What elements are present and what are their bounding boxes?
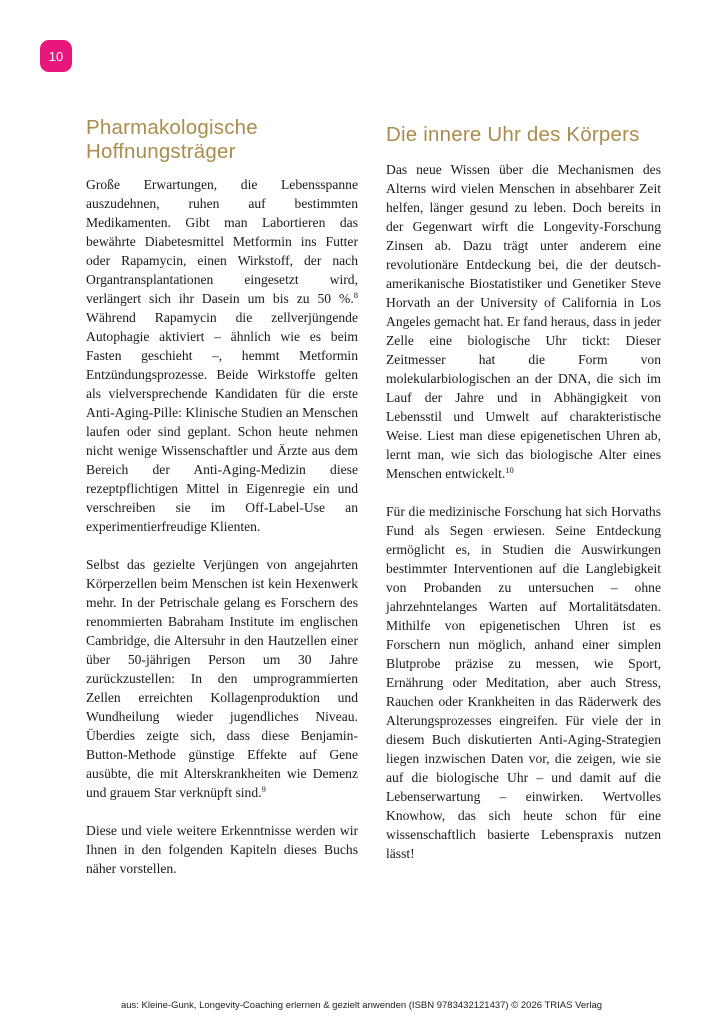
paragraph: Für die medizinische Forschung hat sich Horvaths Fund als Segen erwiesen. Seine Entdeckung ermöglicht es, in Studien die Auswirkungen bestimmter Interventionen auf die Langlebigkeit von Probanden zu untersuchen – ohne jahrzehntelanges Warten auf Mortalitätsdaten. Mithilfe von epigenetischen Uhren ist es Forschern nun möglich, anhand einer simplen Blutprobe präzise zu messen, wie Sport, Ernährung oder Meditation, aber auch Stress, Rauchen oder Krankheiten in das Räderwerk des Alterungsprozesses eingreifen. Für viele der in diesem Buch diskutierten Anti-Aging-Strategien liegen inzwischen Daten vor, die zeigen, wie sie auf die biologische Uhr – und damit auf die Lebenserwartung – einwirken. Wertvolles Knowhow, das sich heute schon für eine wissenschaftlich basierte Lebenspraxis nutzen lässt!: [386, 504, 661, 861]
paragraph: Große Erwartungen, die Lebensspanne auszudehnen, ruhen auf bestimmten Medikamenten. Gibt man Labortieren das bewährte Diabetesmittel Metformin ins Futter oder Rapamycin, einen Wirkstoff, der nach Organtransplantationen eingesetzt wird, verlängert sich ihr Dasein um bis zu 50 %.$^8$ Während Rapamycin die zellverjüngende Autophagie aktiviert – ähnlich wie es beim Fasten geschieht –, hemmt Metformin Entzündungsprozesse. Beide Wirkstoffe gelten als vielversprechende Kandidaten für die erste Anti-Aging-Pille: Klinische Studien an Menschen laufen oder sind geplant. Schon heute nehmen nicht wenige Wissenschaftler und Ärzte aus dem Bereich der Anti-Aging-Medizin diese rezeptpflichtigen Mittel in Eigenregie ein und verschreiben sie im Off-Label-Use an experimentierfreudige Klienten.: [86, 177, 358, 534]
page-footer-citation: aus: Kleine-Gunk, Longevity-Coaching erlernen & gezielt anwenden (ISBN 9783432121437) © 2026 TRIAS Verlag: [120, 1000, 603, 1011]
paragraph: Selbst das gezielte Verjüngen von angejahrten Körperzellen beim Menschen ist kein Hexenwerk mehr. In der Petrischale gelang es Forschern des renommierten Babraham Institute im englischen Cambridge, die Altersuhr in den Hautzellen einer über 50-jährigen Person um 30 Jahre zurückzustellen: In den umprogrammierten Zellen erreichten Kollagenproduktion und Wundheilung wieder jugendliches Niveau. Überdies zeigte sich, dass diese Benjamin-Button-Methode günstige Effekte auf Gene ausübte, die mit Alterskrankheiten wie Demenz und grauem Star verknüpft sind.$^9$: [86, 557, 358, 800]
paragraph: Das neue Wissen über die Mechanismen des Alterns wird vielen Menschen in absehbarer Zeit helfen, länger gesund zu leben. Doch bereits in der Gegenwart wirft die Longevity-Forschung Zinsen ab. Dazu trägt unter anderem eine revolutionäre Entdeckung bei, die der deutsch-amerikanische Biostatistiker und Genetiker Steve Horvath an der University of California in Los Angeles gemacht hat. Er fand heraus, dass in jeder Zelle eine biologische Uhr tickt: Dieser Zeitmesser hat die Form von molekularbiologischen an der DNA, die sich im Lauf der Jahre und in Abhängigkeit von Lebensstil und Umwelt auf charakteristische Weise. Liest man diese epigenetischen Uhren ab, lernt man, wie sich das biologische Alter eines Menschen entwickelt.$^{10}$: [386, 162, 661, 481]
page-number-badge: 10: [40, 40, 72, 72]
footnote-ref: 8: [353, 290, 358, 300]
footnote-ref: 10: [505, 465, 514, 475]
paragraph: Diese und viele weitere Erkenntnisse werden wir Ihnen in den folgenden Kapiteln dieses Buchs näher vorstellen.: [86, 823, 358, 876]
footnote-ref: 9: [261, 784, 266, 794]
right-column: [386, 116, 661, 863]
left-column: [86, 116, 358, 878]
section-heading-pharmacological: Pharmakologische Hoffnungsträger: [86, 116, 258, 163]
section-heading-inner-clock: Die innere Uhr des Körpers: [386, 123, 640, 146]
